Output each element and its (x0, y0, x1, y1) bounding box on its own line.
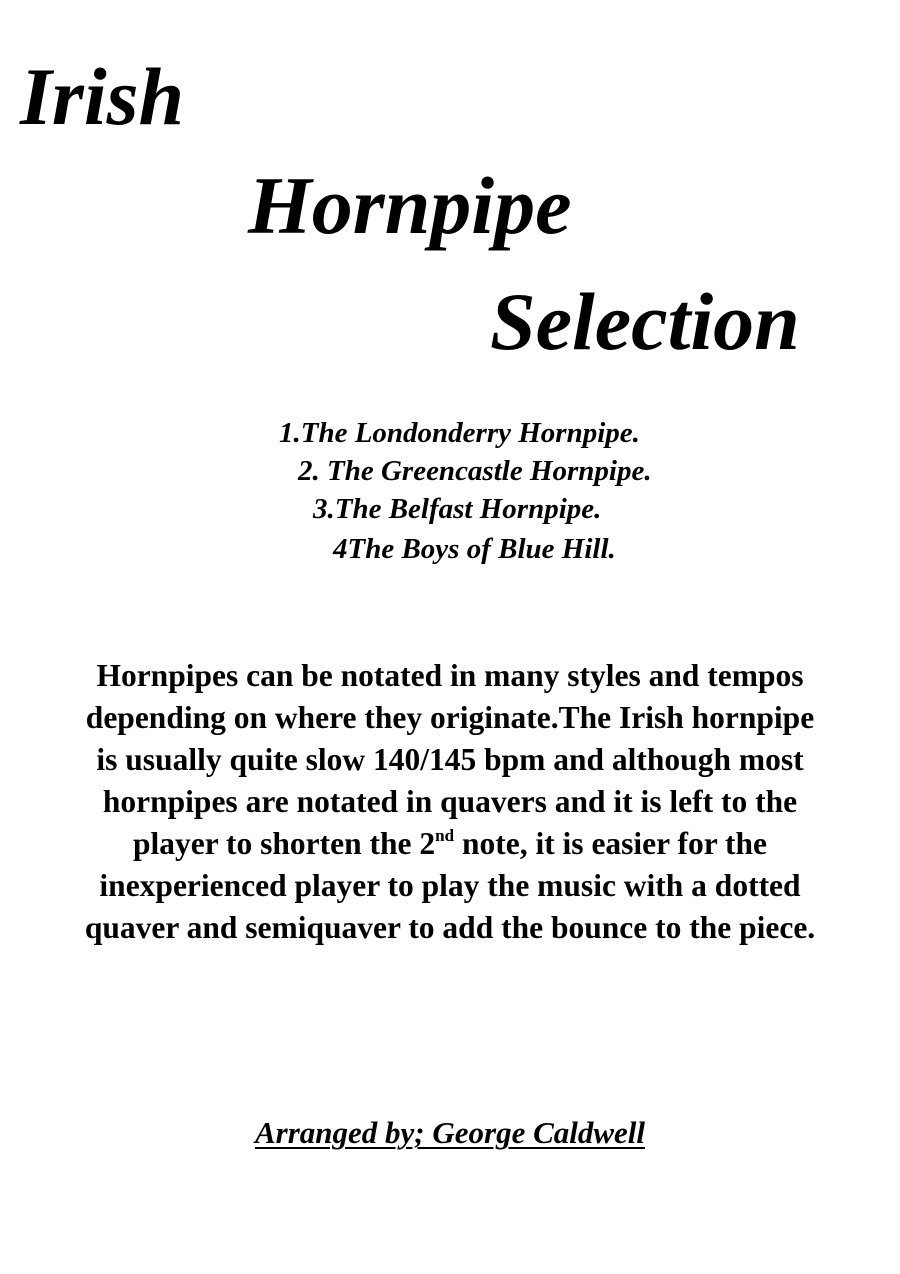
description-line: is usually quite slow 140/145 bpm and although most (96, 742, 804, 777)
description-line: inexperienced player to play the music with a dotted (99, 868, 801, 903)
ordinal-suffix: nd (435, 826, 455, 845)
tune-list-item: 1.The Londonderry Hornpipe. (279, 417, 640, 449)
description-line: Hornpipes can be notated in many styles and tempos (96, 658, 804, 693)
description-line: quaver and semiquaver to add the bounce to the piece. (84, 910, 816, 945)
title-word-hornpipe: Hornpipe (248, 160, 572, 251)
tune-list-item: 3.The Belfast Hornpipe. (313, 493, 602, 525)
description-line: depending on where they originate.The Irish hornpipe (85, 700, 815, 735)
description-line: hornpipes are notated in quavers and it is left to the (102, 784, 798, 819)
title-word-irish: Irish (20, 51, 185, 142)
tune-list-item: 2. The Greencastle Hornpipe. (298, 455, 652, 487)
hornpipe-description (0, 655, 900, 949)
arranger-credit: Arranged by; George Caldwell (254, 1115, 646, 1150)
description-text: note, it is easier for the (454, 826, 767, 861)
description-line (0, 823, 900, 865)
tune-list-item: 4The Boys of Blue Hill. (333, 533, 616, 565)
title-word-selection: Selection (490, 276, 800, 367)
description-text: player to shorten the 2 (133, 826, 436, 861)
